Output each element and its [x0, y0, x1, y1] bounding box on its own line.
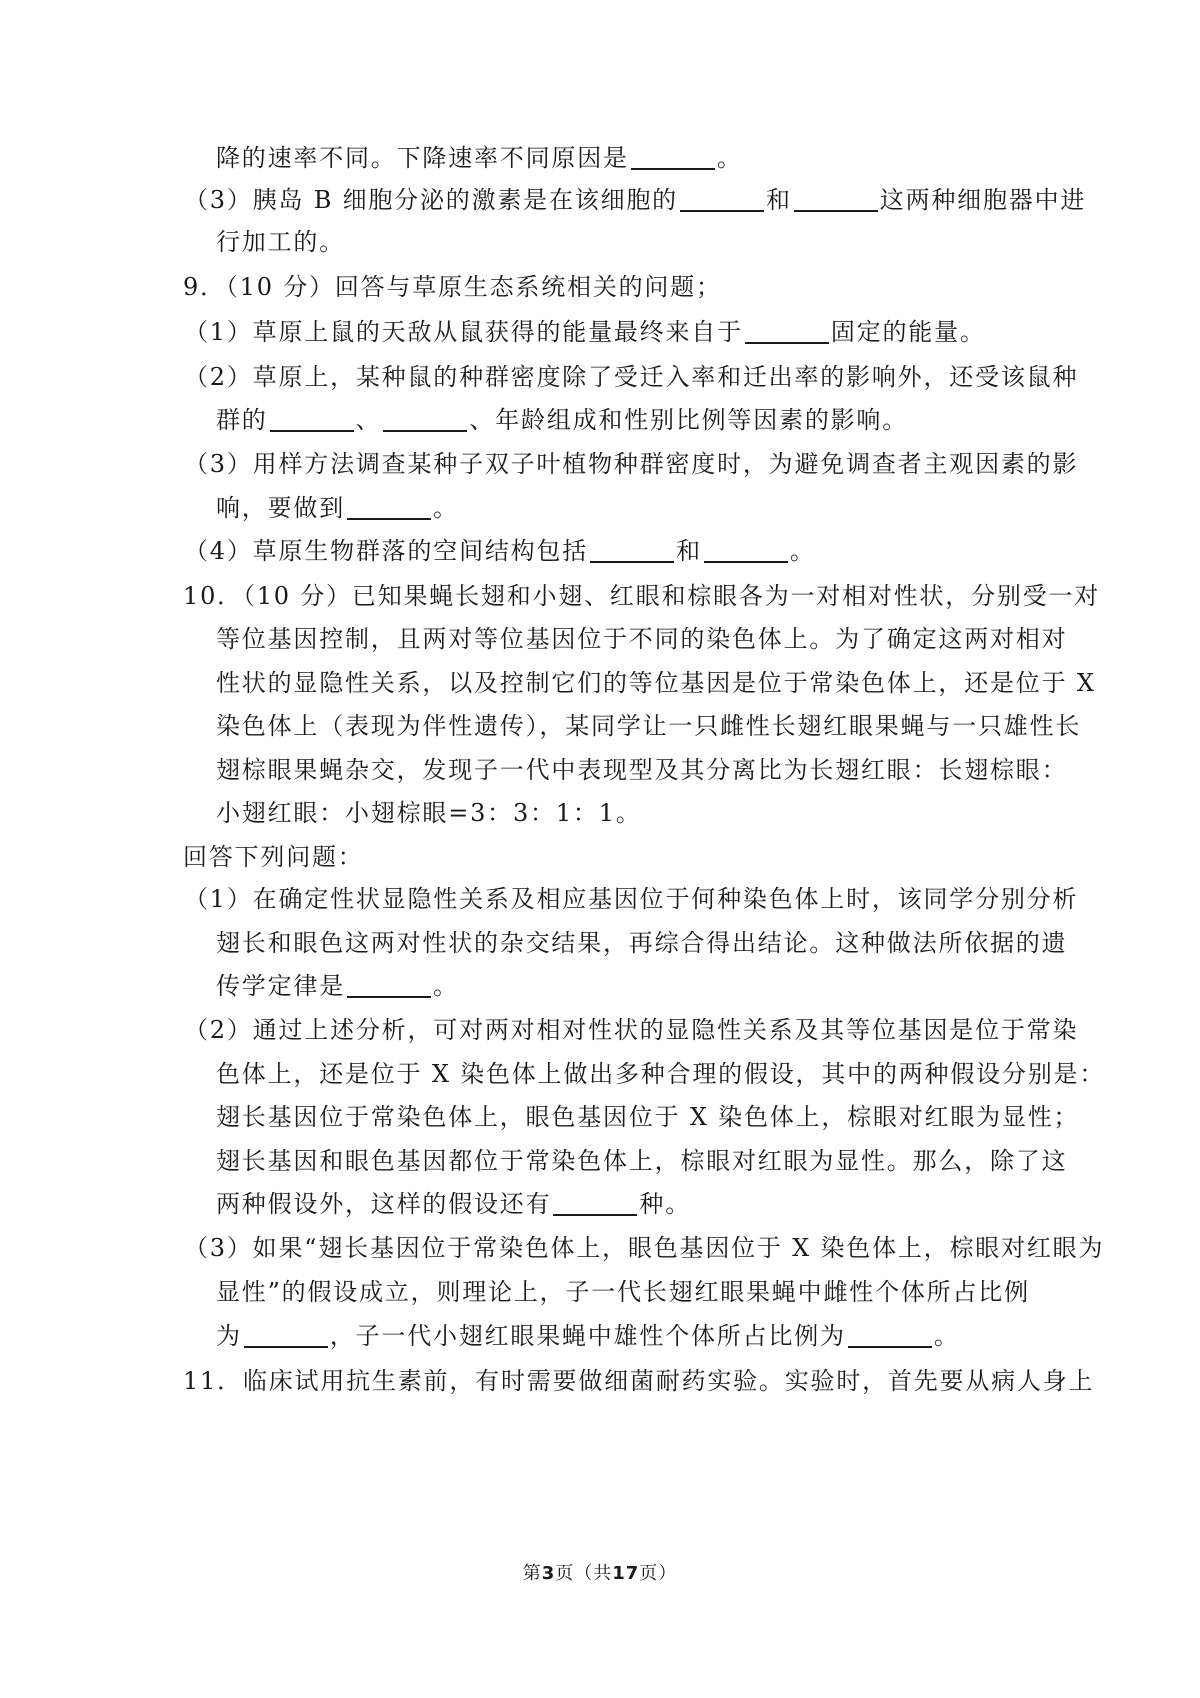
answer-blank[interactable] — [848, 1324, 932, 1348]
q10-part1-line3: 传学定律是 。 — [216, 972, 459, 1000]
answer-blank[interactable] — [680, 188, 764, 212]
answer-blank[interactable] — [270, 408, 354, 432]
q10-prompt: 回答下列问题： — [183, 843, 364, 871]
q8-part3-line2: 行加工的。 — [216, 228, 345, 256]
answer-blank[interactable] — [553, 1192, 637, 1216]
answer-blank[interactable] — [244, 1324, 328, 1348]
answer-blank[interactable] — [704, 539, 788, 563]
answer-blank[interactable] — [794, 188, 878, 212]
q10-part3-line2: 显性”的假设成立，则理论上，子一代长翅红眼果蝇中雌性个体所占比例 — [216, 1278, 1030, 1306]
q10-part1-line2: 翅长和眼色这两对性状的杂交结果，再综合得出结论。这种做法所依据的遗 — [216, 929, 1068, 957]
q10-part2-line2: 色体上，还是位于 X 染色体上做出多种合理的假设，其中的两种假设分别是： — [216, 1060, 1106, 1088]
page-number: 3 — [541, 1563, 556, 1584]
page-footer: 第3页（共17页） — [522, 1563, 678, 1584]
q10-stem-line1: 10．（10 分）已知果蝇长翅和小翅、红眼和棕眼各为一对相对性状，分别受一对 — [183, 582, 1101, 610]
q10-stem-line6: 小翅红眼：小翅棕眼=3：3：1：1。 — [216, 799, 642, 827]
answer-blank[interactable] — [631, 146, 715, 170]
answer-blank[interactable] — [347, 496, 431, 520]
q9-part3-line1: （3）用样方法调查某种子双子叶植物种群密度时，为避免调查者主观因素的影 — [184, 450, 1079, 478]
q9-title: 9．（10 分）回答与草原生态系统相关的问题； — [183, 273, 722, 301]
q10-stem-line2: 等位基因控制，且两对等位基因位于不同的染色体上。为了确定这两对相对 — [216, 625, 1068, 653]
q9-part2-line2: 群的 、 、年龄组成和性别比例等因素的影响。 — [216, 406, 909, 434]
q10-part2-line3: 翅长基因位于常染色体上，眼色基因位于 X 染色体上，棕眼对红眼为显性； — [216, 1103, 1080, 1131]
q9-part1: （1）草原上鼠的天敌从鼠获得的能量最终来自于 固定的能量。 — [184, 318, 986, 346]
q8-continuation: 降的速率不同。下降速率不同原因是 。 — [216, 144, 743, 172]
answer-blank[interactable] — [590, 539, 674, 563]
q9-part4: （4）草原生物群落的空间结构包括 和 。 — [184, 537, 816, 565]
q8-part3-line1: （3）胰岛 B 细胞分泌的激素是在该细胞的 和 这两种细胞器中进 — [184, 186, 1087, 214]
q10-part2-line5: 两种假设外，这样的假设还有 种。 — [216, 1190, 692, 1218]
page-total: 17 — [612, 1563, 640, 1584]
q10-part3-line1: （3）如果“翅长基因位于常染色体上，眼色基因位于 X 染色体上，棕眼对红眼为 — [184, 1234, 1105, 1262]
answer-blank[interactable] — [745, 320, 829, 344]
q9-part3-line2: 响，要做到 。 — [216, 494, 459, 522]
q10-stem-line5: 翅棕眼果蝇杂交，发现子一代中表现型及其分离比为长翅红眼：长翅棕眼： — [216, 756, 1068, 784]
q11-stem-line1: 11．临床试用抗生素前，有时需要做细菌耐药实验。实验时，首先要从病人身上 — [183, 1367, 1095, 1395]
q10-stem-line3: 性状的显隐性关系，以及控制它们的等位基因是位于常染色体上，还是位于 X — [216, 669, 1096, 697]
q10-part2-line1: （2）通过上述分析，可对两对相对性状的显隐性关系及其等位基因是位于常染 — [184, 1016, 1079, 1044]
q10-stem-line4: 染色体上（表现为伴性遗传），某同学让一只雌性长翅红眼果蝇与一只雄性长 — [216, 712, 1082, 740]
answer-blank[interactable] — [383, 408, 467, 432]
q10-part2-line4: 翅长基因和眼色基因都位于常染色体上，棕眼对红眼为显性。那么，除了这 — [216, 1147, 1068, 1175]
q9-part2-line1: （2）草原上，某种鼠的种群密度除了受迁入率和迁出率的影响外，还受该鼠种 — [184, 363, 1079, 391]
q10-part3-line3: 为 ，子一代小翅红眼果蝇中雄性个体所占比例为 。 — [216, 1322, 960, 1350]
answer-blank[interactable] — [347, 974, 431, 998]
q10-part1-line1: （1）在确定性状显隐性关系及相应基因位于何种染色体上时，该同学分别分析 — [184, 885, 1079, 913]
